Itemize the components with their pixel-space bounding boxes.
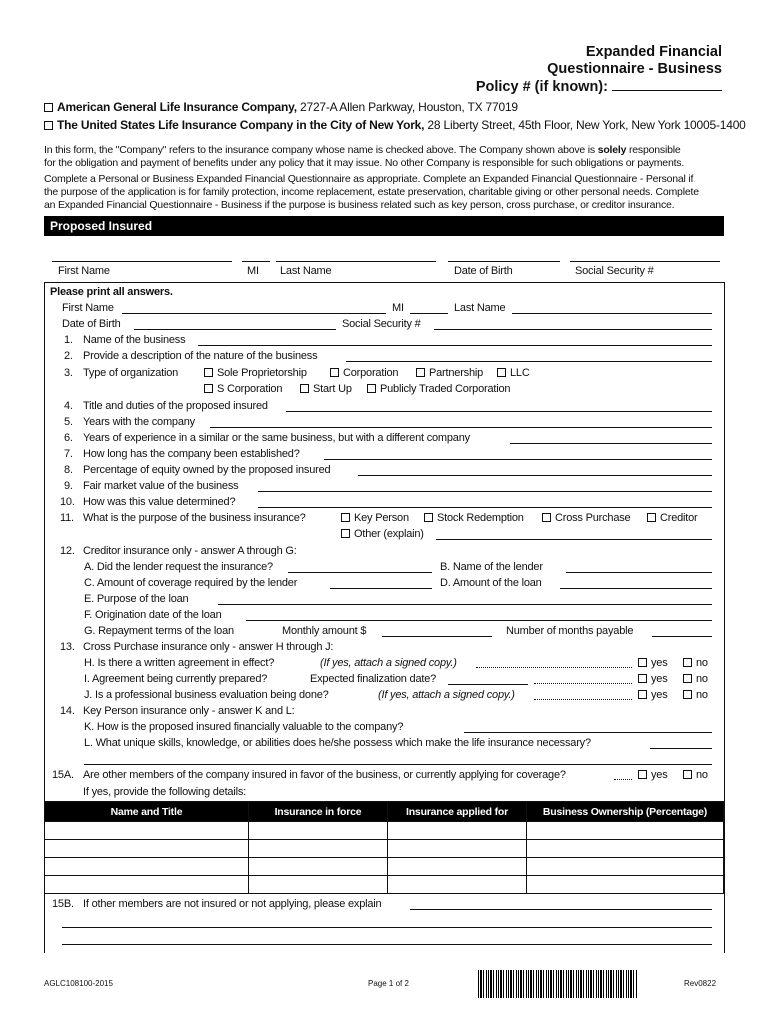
org-llc[interactable] xyxy=(497,367,530,380)
yes-label: yes xyxy=(651,657,668,669)
section-bar-proposed-insured xyxy=(44,216,724,236)
label-first-name: First Name xyxy=(62,302,114,314)
checkbox[interactable] xyxy=(638,770,647,779)
q7-number: 7. xyxy=(64,448,73,460)
option-label: Corporation xyxy=(343,367,399,379)
q5-number: 5. xyxy=(64,416,73,428)
cell-in-force[interactable] xyxy=(249,858,388,876)
leader-dots xyxy=(476,667,632,668)
intro-text: responsible xyxy=(626,144,681,156)
q12a-field[interactable] xyxy=(288,572,432,573)
months-payable-field[interactable] xyxy=(652,636,712,637)
q13j-no[interactable] xyxy=(683,689,708,702)
option-label: Stock Redemption xyxy=(437,512,524,524)
q10-number: 10. xyxy=(60,496,75,508)
q2-number: 2. xyxy=(64,350,73,362)
q15b-field-line3[interactable] xyxy=(62,944,712,945)
cell-ownership[interactable] xyxy=(527,822,724,840)
intro-text: In this form, the "Company" refers to the insurance company whose name is checked above. The Company shown above is xyxy=(44,144,598,156)
company-option-agl[interactable] xyxy=(44,101,518,114)
cell-in-force[interactable] xyxy=(249,822,388,840)
cell-name-title[interactable] xyxy=(45,858,249,876)
q15a-label: Are other members of the company insured in favor of the business, or currently applying for coverage? xyxy=(83,769,566,781)
checkbox[interactable] xyxy=(367,384,376,393)
q1-label: Name of the business xyxy=(83,334,186,346)
q9-field[interactable] xyxy=(258,491,712,492)
intro-p2-line3: an Expanded Financial Questionnaire - Business if the purpose is business related such as key person, cross purchase, or creditor insurance. xyxy=(44,199,675,211)
finalization-date-field[interactable] xyxy=(448,684,528,685)
q13h-note: (If yes, attach a signed copy.) xyxy=(320,657,457,669)
q12f-field[interactable] xyxy=(246,620,712,621)
cell-ownership[interactable] xyxy=(527,840,724,858)
policy-label: Policy # (if known): xyxy=(475,79,608,95)
checkbox[interactable] xyxy=(647,513,656,522)
q12f-label: F. Origination date of the loan xyxy=(84,609,222,621)
print-all-notice: Please print all answers. xyxy=(50,286,173,298)
q4-number: 4. xyxy=(64,400,73,412)
checkbox[interactable] xyxy=(638,690,647,699)
checkbox[interactable] xyxy=(204,384,213,393)
no-label: no xyxy=(696,769,708,781)
q13-number: 13. xyxy=(60,641,75,653)
purpose-other[interactable] xyxy=(341,528,424,541)
cell-applied[interactable] xyxy=(388,840,527,858)
q2-field[interactable] xyxy=(346,361,712,362)
option-label: Key Person xyxy=(354,512,409,524)
checkbox[interactable] xyxy=(638,674,647,683)
checkbox[interactable] xyxy=(341,513,350,522)
title-line-2: Questionnaire - Business xyxy=(547,61,722,77)
q15b-label: If other members are not insured or not applying, please explain xyxy=(83,898,382,910)
q12g-label: G. Repayment terms of the loan xyxy=(84,625,234,637)
q13i-note: Expected finalization date? xyxy=(310,673,437,685)
insured-ssn-line[interactable] xyxy=(570,261,720,262)
q12a-label: A. Did the lender request the insurance? xyxy=(84,561,273,573)
company-address-usl: 28 Liberty Street, 45th Floor, New York, New York 10005-1400 xyxy=(424,118,746,132)
q13i-yes[interactable] xyxy=(638,673,668,686)
purpose-stock-redemption[interactable] xyxy=(424,512,524,525)
q13i-no[interactable] xyxy=(683,673,708,686)
q14l-label: L. What unique skills, knowledge, or abilities does he/she possess which make the life insurance necessary? xyxy=(84,737,591,749)
org-public[interactable] xyxy=(367,383,510,396)
col-ssn: Social Security # xyxy=(575,265,654,277)
checkbox[interactable] xyxy=(416,368,425,377)
q5-label: Years with the company xyxy=(83,416,195,428)
q12c-label: C. Amount of coverage required by the lender xyxy=(84,577,298,589)
q15a-yes[interactable] xyxy=(638,769,668,782)
q2-label: Provide a description of the nature of the business xyxy=(83,350,318,362)
th-name-title: Name and Title xyxy=(45,802,249,822)
q6-field[interactable] xyxy=(510,443,712,444)
revision: Rev0822 xyxy=(684,979,717,988)
cell-ownership[interactable] xyxy=(527,876,724,894)
q12d-field[interactable] xyxy=(560,588,712,589)
q13h-label: H. Is there a written agreement in effect? xyxy=(84,657,275,669)
q12b-label: B. Name of the lender xyxy=(440,561,543,573)
insured-last-line[interactable] xyxy=(276,261,436,262)
q15b-field[interactable] xyxy=(410,909,712,910)
barcode-icon xyxy=(478,970,638,998)
q14-label: Key Person insurance only - answer K and L: xyxy=(83,705,295,717)
option-label: Cross Purchase xyxy=(555,512,631,524)
q7-field[interactable] xyxy=(324,459,712,460)
option-label: LLC xyxy=(510,367,530,379)
months-payable-label: Number of months payable xyxy=(506,625,634,637)
intro-p1-line2: for the obligation and payment of benefits under any policy that it may issue. No other Company is responsible for such obligations or payments. xyxy=(44,157,685,169)
form-id: AGLC108100-2015 xyxy=(44,979,113,988)
cell-name-title[interactable] xyxy=(45,822,249,840)
section-bar-label: Proposed Insured xyxy=(50,219,153,233)
purpose-key-person[interactable] xyxy=(341,512,409,525)
checkbox[interactable] xyxy=(683,658,692,667)
purpose-creditor[interactable] xyxy=(647,512,698,525)
intro-p1-line1 xyxy=(44,144,681,157)
col-last-name: Last Name xyxy=(280,265,332,277)
option-label: S Corporation xyxy=(217,383,283,395)
q14-number: 14. xyxy=(60,705,75,717)
checkbox[interactable] xyxy=(424,513,433,522)
checkbox[interactable] xyxy=(683,674,692,683)
q15b-number: 15B. xyxy=(52,898,74,910)
q13j-note: (If yes, attach a signed copy.) xyxy=(378,689,515,701)
no-label: no xyxy=(696,689,708,701)
checkbox[interactable] xyxy=(497,368,506,377)
q12d-label: D. Amount of the loan xyxy=(440,577,542,589)
q12-label: Creditor insurance only - answer A through G: xyxy=(83,545,297,557)
last-name-field[interactable] xyxy=(512,313,712,314)
table-header-row xyxy=(45,802,724,822)
q15a-number: 15A. xyxy=(52,769,74,781)
monthly-amount-field[interactable] xyxy=(382,636,492,637)
company-address-agl: 2727-A Allen Parkway, Houston, TX 77019 xyxy=(296,100,518,114)
checkbox[interactable] xyxy=(204,368,213,377)
company-option-usl[interactable] xyxy=(44,119,746,132)
yes-label: yes xyxy=(651,769,668,781)
cell-applied[interactable] xyxy=(388,876,527,894)
table-row xyxy=(45,858,724,876)
intro-p2-line2: the purpose of the application is for family protection, income replacement, estate preservation, charitable giving or other personal needs. Complete xyxy=(44,186,699,198)
q12-number: 12. xyxy=(60,545,75,557)
q15b-field-line2[interactable] xyxy=(62,927,712,928)
table-row xyxy=(45,840,724,858)
q15a-sub: If yes, provide the following details: xyxy=(83,786,246,798)
insured-mi-line[interactable] xyxy=(242,261,270,262)
table-row xyxy=(45,822,724,840)
option-label: Creditor xyxy=(660,512,698,524)
q1-field[interactable] xyxy=(198,345,712,346)
q14k-field[interactable] xyxy=(464,732,712,733)
yes-label: yes xyxy=(651,673,668,685)
form-title xyxy=(476,44,722,96)
label-mi: MI xyxy=(392,302,404,314)
leader-dots xyxy=(614,779,632,780)
checkbox-agl[interactable] xyxy=(44,103,53,112)
cell-name-title[interactable] xyxy=(45,876,249,894)
org-corporation[interactable] xyxy=(330,367,398,380)
policy-number-field[interactable] xyxy=(612,78,722,91)
company-name-agl: American General Life Insurance Company, xyxy=(57,100,297,114)
insured-dob-line[interactable] xyxy=(448,261,560,262)
monthly-amount-label: Monthly amount $ xyxy=(282,625,367,637)
q13h-no[interactable] xyxy=(683,657,708,670)
cell-in-force[interactable] xyxy=(249,876,388,894)
q13j-yes[interactable] xyxy=(638,689,668,702)
checkbox[interactable] xyxy=(638,658,647,667)
intro-bold: solely xyxy=(597,144,627,156)
first-name-field[interactable] xyxy=(122,313,386,314)
intro-p2-line1: Complete a Personal or Business Expanded Financial Questionnaire as appropriate. Complete an Expanded Financial Questionnaire - Personal if xyxy=(44,173,694,185)
q7-label: How long has the company been established? xyxy=(83,448,300,460)
q8-field[interactable] xyxy=(358,475,712,476)
purpose-other-field[interactable] xyxy=(436,539,712,540)
purpose-cross-purchase[interactable] xyxy=(542,512,630,525)
q15a-no[interactable] xyxy=(683,769,708,782)
label-last-name: Last Name xyxy=(454,302,506,314)
title-line-1: Expanded Financial xyxy=(585,44,722,60)
q1-number: 1. xyxy=(64,334,73,346)
org-start-up[interactable] xyxy=(300,383,352,396)
cell-name-title[interactable] xyxy=(45,840,249,858)
org-partnership[interactable] xyxy=(416,367,483,380)
insured-first-line[interactable] xyxy=(52,261,232,262)
col-mi: MI xyxy=(247,265,259,277)
no-label: no xyxy=(696,657,708,669)
q3-label: Type of organization xyxy=(83,367,179,379)
q4-label: Title and duties of the proposed insured xyxy=(83,400,268,412)
members-table xyxy=(44,801,724,894)
q8-label: Percentage of equity owned by the proposed insured xyxy=(83,464,331,476)
title-line-3 xyxy=(476,78,722,96)
q11-label: What is the purpose of the business insurance? xyxy=(83,512,306,524)
table-row xyxy=(45,876,724,894)
checkbox[interactable] xyxy=(683,770,692,779)
q13-label: Cross Purchase insurance only - answer H through J: xyxy=(83,641,334,653)
q6-label: Years of experience in a similar or the same business, but with a different company xyxy=(83,432,470,444)
th-insurance-applied: Insurance applied for xyxy=(388,802,527,822)
q6-number: 6. xyxy=(64,432,73,444)
q10-field[interactable] xyxy=(258,507,712,508)
q9-label: Fair market value of the business xyxy=(83,480,239,492)
checkbox[interactable] xyxy=(341,529,350,538)
checkbox-usl[interactable] xyxy=(44,121,53,130)
option-label: Sole Proprietorship xyxy=(217,367,307,379)
q4-field[interactable] xyxy=(286,411,712,412)
q12e-field[interactable] xyxy=(218,604,712,605)
dob-field[interactable] xyxy=(134,329,336,330)
q11-number: 11. xyxy=(60,512,74,524)
no-label: no xyxy=(696,673,708,685)
col-first-name: First Name xyxy=(58,265,110,277)
cell-in-force[interactable] xyxy=(249,840,388,858)
th-ownership: Business Ownership (Percentage) xyxy=(527,802,724,822)
checkbox[interactable] xyxy=(683,690,692,699)
checkbox[interactable] xyxy=(542,513,551,522)
label-ssn: Social Security # xyxy=(342,318,421,330)
yes-label: yes xyxy=(651,689,668,701)
q14k-label: K. How is the proposed insured financially valuable to the company? xyxy=(84,721,404,733)
q12c-field[interactable] xyxy=(330,588,432,589)
q8-number: 8. xyxy=(64,464,73,476)
company-name-usl: The United States Life Insurance Company in the City of New York, xyxy=(57,118,425,132)
page-number: Page 1 of 2 xyxy=(368,979,409,988)
option-label: Publicly Traded Corporation xyxy=(380,383,511,395)
q13j-label: J. Is a professional business evaluation being done? xyxy=(84,689,329,701)
cell-applied[interactable] xyxy=(388,858,527,876)
cell-applied[interactable] xyxy=(388,822,527,840)
q12b-field[interactable] xyxy=(566,572,712,573)
q9-number: 9. xyxy=(64,480,73,492)
th-insurance-in-force: Insurance in force xyxy=(249,802,388,822)
label-dob: Date of Birth xyxy=(62,318,121,330)
q13i-label: I. Agreement being currently prepared? xyxy=(84,673,268,685)
q14l-field[interactable] xyxy=(650,748,712,749)
option-label: Partnership xyxy=(429,367,484,379)
cell-ownership[interactable] xyxy=(527,858,724,876)
ssn-field[interactable] xyxy=(434,329,712,330)
option-label: Start Up xyxy=(313,383,352,395)
leader-dots xyxy=(534,683,632,684)
q5-field[interactable] xyxy=(210,427,712,428)
checkbox[interactable] xyxy=(330,368,339,377)
org-sole-prop[interactable] xyxy=(204,367,307,380)
mi-field[interactable] xyxy=(410,313,448,314)
option-label: Other (explain) xyxy=(354,528,424,540)
q10-label: How was this value determined? xyxy=(83,496,236,508)
q3-number: 3. xyxy=(64,367,73,379)
q12e-label: E. Purpose of the loan xyxy=(84,593,189,605)
q14l-field-line2[interactable] xyxy=(84,764,712,765)
leader-dots xyxy=(534,699,632,700)
q13h-yes[interactable] xyxy=(638,657,668,670)
org-s-corp[interactable] xyxy=(204,383,282,396)
col-dob: Date of Birth xyxy=(454,265,513,277)
checkbox[interactable] xyxy=(300,384,309,393)
